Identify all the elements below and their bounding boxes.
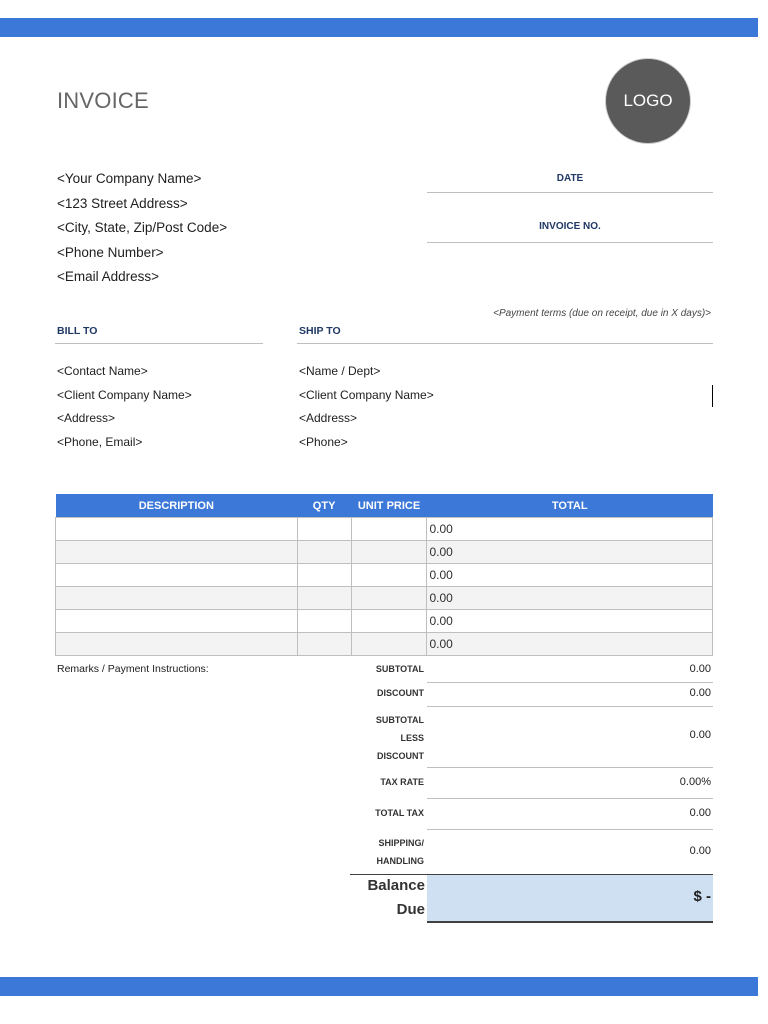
invoice-no-field[interactable] [427,242,713,243]
date-label: DATE [556,173,584,184]
ship-to-divider [297,343,713,344]
cell-unit-price[interactable] [351,610,427,633]
payment-terms[interactable]: <Payment terms (due on receipt, due in X days)> [493,308,711,319]
cell-total[interactable]: 0.00 [427,541,713,564]
sender-street[interactable]: <123 Street Address> [57,195,188,211]
remarks-label[interactable]: Remarks / Payment Instructions: [57,663,209,675]
total-tax-label: TOTAL TAX [375,808,424,818]
bill-to-address-line[interactable]: <Address> [57,411,116,425]
logo-text: LOGO [623,91,673,110]
logo-placeholder[interactable] [605,58,691,144]
cell-unit-price[interactable] [351,633,427,656]
text-cursor [712,385,713,407]
subtotal-less-discount-value: 0.00 [689,729,711,741]
bottom-accent-band [0,977,758,996]
cell-description[interactable] [56,633,298,656]
ship-to-label: SHIP TO [299,325,341,337]
invoice-title: INVOICE [57,88,149,113]
bill-to-contact[interactable]: <Contact Name> [57,364,148,378]
subtotal-less-discount-label-line1: SUBTOTAL [375,715,424,725]
table-header-row [56,494,713,518]
bill-to-address [57,363,192,457]
cell-description[interactable] [56,541,298,564]
subtotal-less-discount-label-line3: DISCOUNT [377,751,424,761]
shipping-value[interactable]: 0.00 [689,845,711,857]
tax-rate-value[interactable]: 0.00% [679,776,711,788]
discount-divider [427,706,713,707]
balance-due-value: $ - [693,888,711,905]
subtotal-less-discount-divider [427,767,713,768]
sender-email[interactable]: <Email Address> [57,269,160,284]
tax-rate-divider [427,798,713,799]
tax-rate-label: TAX RATE [380,777,424,787]
col-header-unit-price: UNIT PRICE [351,494,427,518]
table-row [56,564,713,587]
bill-to-company[interactable]: <Client Company Name> [57,387,192,402]
table-row [56,633,713,656]
balance-due-label-line2: Due [396,901,425,918]
ship-to-company[interactable]: <Client Company Name> [299,387,434,402]
subtotal-less-discount-label [350,711,424,765]
shipping-label-line2: HANDLING [376,856,424,866]
cell-total[interactable]: 0.00 [427,587,713,610]
cell-unit-price[interactable] [351,564,427,587]
cell-qty[interactable] [297,541,351,564]
sender-block [57,170,227,293]
cell-unit-price[interactable] [351,587,427,610]
col-header-description: DESCRIPTION [56,494,298,518]
col-header-qty: QTY [297,494,351,518]
cell-total[interactable]: 0.00 [427,518,713,541]
cell-total[interactable]: 0.00 [427,610,713,633]
balance-due-label [350,874,425,922]
bill-to-phone-email[interactable]: <Phone, Email> [57,434,143,449]
cell-qty[interactable] [297,564,351,587]
table-row [56,518,713,541]
shipping-label-line1: SHIPPING/ [378,838,424,848]
cell-description[interactable] [56,564,298,587]
cell-unit-price[interactable] [351,541,427,564]
ship-to-address-line[interactable]: <Address> [299,411,358,425]
table-row [56,610,713,633]
invoice-no-label: INVOICE NO. [539,221,601,232]
ship-to-address [299,363,434,457]
line-items-table [55,494,713,656]
cell-total[interactable]: 0.00 [427,564,713,587]
subtotal-divider [427,682,713,683]
table-row [56,587,713,610]
cell-qty[interactable] [297,610,351,633]
subtotal-value: 0.00 [689,663,711,675]
cell-description[interactable] [56,610,298,633]
bill-to-label: BILL TO [57,325,98,337]
top-accent-band [0,18,758,37]
discount-value[interactable]: 0.00 [689,687,711,699]
subtotal-label: SUBTOTAL [375,664,424,674]
ship-to-phone[interactable]: <Phone> [299,434,348,449]
discount-label: DISCOUNT [377,688,424,698]
cell-description[interactable] [56,587,298,610]
balance-bottom-divider [427,921,713,923]
cell-qty[interactable] [297,587,351,610]
ship-to-name[interactable]: <Name / Dept> [299,364,381,378]
bill-to-divider [55,343,263,344]
col-header-total: TOTAL [427,494,713,518]
subtotal-less-discount-label-line2: LESS [400,733,424,743]
cell-qty[interactable] [297,633,351,656]
total-tax-value: 0.00 [689,807,711,819]
date-field[interactable] [427,192,713,193]
table-row [56,541,713,564]
cell-description[interactable] [56,518,298,541]
cell-total[interactable]: 0.00 [427,633,713,656]
shipping-label [350,834,424,870]
sender-company[interactable]: <Your Company Name> [57,171,202,186]
cell-unit-price[interactable] [351,518,427,541]
cell-qty[interactable] [297,518,351,541]
balance-due-label-line1: Balance [367,877,425,894]
total-tax-divider [427,829,713,830]
sender-phone[interactable]: <Phone Number> [57,244,164,260]
sender-city[interactable]: <City, State, Zip/Post Code> [57,220,228,235]
